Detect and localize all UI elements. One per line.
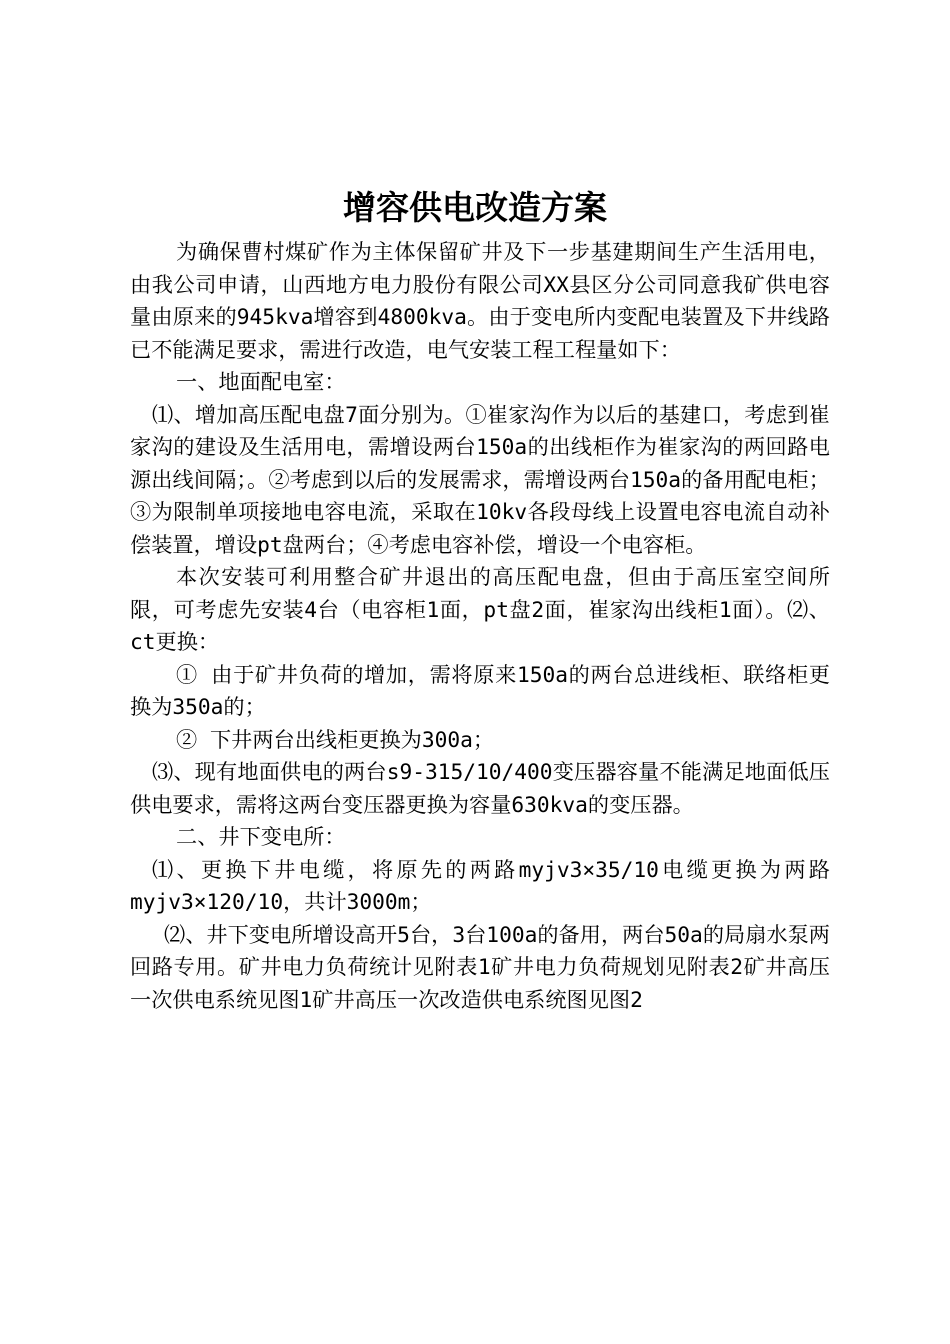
section-heading-underground-substation: 二、井下变电所：	[176, 824, 346, 849]
section-heading-surface-substation: 一、地面配电室：	[176, 369, 346, 394]
item-add-hv-switches: ⑵、井下变电所增设高开5台，3台100a的备用，两台50a的局扇水泵两回路专用。矿井电力负荷统计见附表1矿井电力负荷规划见附表2矿井高压一次供电系统见图1矿井高压一次改造供电系统图见图2	[130, 921, 830, 1012]
ct-item-1: ① 由于矿井负荷的增加，需将原来150a的两台总进线柜、联络柜更换为350a的；	[130, 661, 830, 719]
item-cable-replace: ⑴、更换下井电缆，将原先的两路myjv3×35/10电缆更换为两路myjv3×120/10，共计3000m；	[130, 856, 830, 914]
install-note-paragraph: 本次安装可利用整合矿井退出的高压配电盘，但由于高压室空间所限，可考虑先安装4台（电容柜1面，pt盘2面，崔家沟出线柜1面）。⑵、ct更换：	[130, 564, 830, 654]
document-title: 增容供电改造方案	[343, 188, 607, 227]
document-body	[130, 236, 830, 1016]
intro-paragraph: 为确保曹村煤矿作为主体保留矿井及下一步基建期间生产生活用电，由我公司申请，山西地方电力股份有限公司XX县区分公司同意我矿供电容量由原来的945kva增容到4800kva。由于变电所内变配电装置及下井线路已不能满足要求，需进行改造，电气安装工程工程量如下：	[130, 239, 830, 362]
ct-item-2: ② 下井两台出线柜更换为300a；	[176, 726, 495, 752]
item-add-hv-panels: ⑴、增加高压配电盘7面分别为。①崔家沟作为以后的基建口，考虑到崔家沟的建设及生活用电，需增设两台150a的出线柜作为崔家沟的两回路电源出线间隔；。②考虑到以后的发展需求，需增设两台150a的备用配电柜；③为限制单项接地电容电流，采取在10kv各段母线上设置电容电流自动补偿装置，增设pt盘两台；④考虑电容补偿，增设一个电容柜。	[130, 401, 830, 557]
item-transformer-replace: ⑶、现有地面供电的两台s9-315/10/400变压器容量不能满足地面低压供电要求，需将这两台变压器更换为容量630kva的变压器。	[130, 759, 830, 817]
